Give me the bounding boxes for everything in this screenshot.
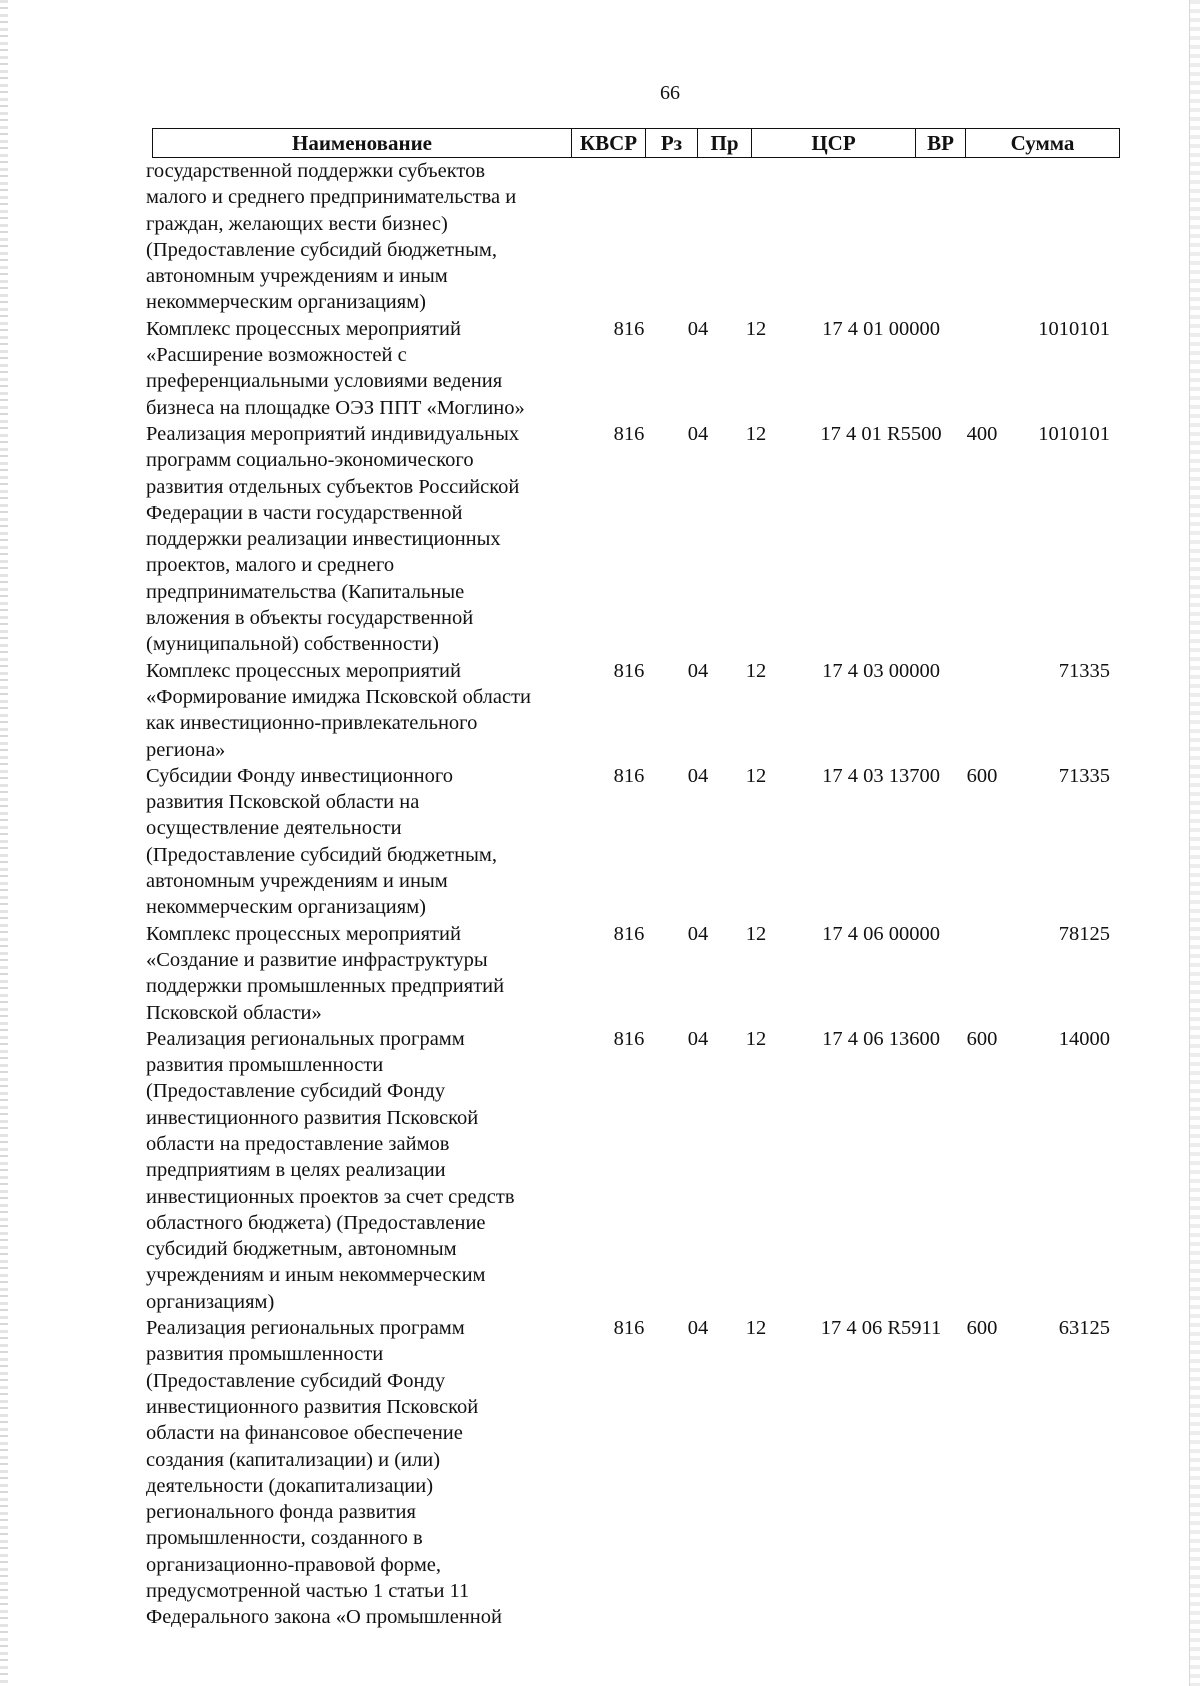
row-name-line: автономным учреждениям и иным [146, 265, 448, 288]
row-name-line: развития промышленности [146, 1343, 384, 1366]
row-name-line: предприятиям в целях реализации [146, 1159, 446, 1182]
row-rz: 04 [687, 1027, 709, 1050]
row-csr: 17 4 01 00000 [822, 317, 940, 340]
row-sum: 63125 [1058, 1317, 1110, 1340]
row-name-line: промышленности, созданного в [146, 1527, 423, 1550]
row-name [146, 921, 570, 1026]
row-name-line: (Предоставление субсидий бюджетным, [146, 238, 497, 261]
row-name-line: Реализация региональных программ [146, 1317, 465, 1340]
row-name-line: Псковской области» [146, 1001, 322, 1024]
row-name-line: деятельности (докапитализации) [146, 1474, 434, 1497]
table-row [146, 658, 1126, 763]
row-pr: 12 [745, 1317, 767, 1340]
row-csr: 17 4 03 13700 [822, 764, 940, 787]
row-name-line: региона» [146, 738, 226, 761]
header-name: Наименование [292, 130, 432, 155]
row-name [146, 763, 570, 921]
row-name [146, 1315, 570, 1631]
row-name-line: создания (капитализации) и (или) [146, 1448, 441, 1471]
row-name-line: Субсидии Фонду инвестиционного [146, 764, 454, 787]
table-row [146, 158, 1126, 316]
row-name-line: инвестиционного развития Псковской [146, 1106, 479, 1129]
table-body [146, 158, 1126, 1631]
row-name-line: поддержки промышленных предприятий [146, 975, 505, 998]
row-kvsr: 816 [613, 317, 645, 340]
row-name-line: Реализация региональных программ [146, 1027, 465, 1050]
row-name-line: предпринимательства (Капитальные [146, 580, 465, 603]
row-kvsr: 816 [613, 1027, 645, 1050]
row-name-line: развития промышленности [146, 1054, 384, 1077]
row-name-line: предусмотренной частью 1 статьи 11 [146, 1580, 470, 1603]
header-csr: ЦСР [751, 129, 915, 157]
row-name-line: Федерального закона «О промышленной [146, 1606, 502, 1629]
header-pr: Пр [697, 129, 751, 157]
row-vr: 600 [966, 1317, 998, 1340]
page-number: 66 [660, 82, 680, 104]
row-name [146, 158, 570, 316]
row-name-line: областного бюджета) (Предоставление [146, 1211, 486, 1234]
row-name-line: «Создание и развитие инфраструктуры [146, 948, 488, 971]
row-sum: 1010101 [1038, 422, 1110, 445]
row-rz: 04 [687, 764, 709, 787]
row-name-line: (Предоставление субсидий бюджетным, [146, 843, 497, 866]
row-name-line: государственной поддержки субъектов [146, 160, 486, 182]
row-name-line: некоммерческим организациям) [146, 896, 426, 919]
row-rz: 04 [687, 1317, 709, 1340]
row-name-line: как инвестиционно-привлекательного [146, 712, 478, 735]
row-pr: 12 [745, 1027, 767, 1050]
table-row [146, 763, 1126, 921]
row-name [146, 316, 570, 421]
row-name-line: организационно-правовой форме, [146, 1553, 442, 1576]
row-name-line: проектов, малого и среднего [146, 554, 395, 577]
row-name-line: (муниципальной) собственности) [146, 633, 439, 656]
row-name-line: Реализация мероприятий индивидуальных [146, 422, 520, 445]
row-pr: 12 [745, 659, 767, 682]
row-name [146, 658, 570, 763]
row-csr: 17 4 06 00000 [822, 922, 940, 945]
scan-edge-right [1189, 0, 1200, 1686]
table-row [146, 1315, 1126, 1631]
table-row [146, 316, 1126, 421]
row-name-line: Федерации в части государственной [146, 501, 463, 524]
row-sum: 14000 [1058, 1027, 1110, 1050]
row-pr: 12 [745, 764, 767, 787]
row-name-line: регионального фонда развития [146, 1501, 416, 1524]
row-name-line: Комплекс процессных мероприятий [146, 922, 461, 945]
row-name-line: (Предоставление субсидий Фонду [146, 1080, 446, 1103]
row-pr: 12 [745, 422, 767, 445]
row-pr: 12 [745, 317, 767, 340]
table-header [152, 128, 1120, 158]
row-name-line: граждан, желающих вести бизнес) [146, 212, 448, 235]
row-vr: 600 [966, 1027, 998, 1050]
row-sum: 71335 [1058, 764, 1110, 787]
scan-edge-left [0, 0, 8, 1686]
row-name-line: преференциальными условиями ведения [146, 370, 503, 393]
row-name-line: области на финансовое обеспечение [146, 1422, 463, 1445]
row-name-line: развития Псковской области на [146, 791, 420, 814]
row-name-line: инвестиционных проектов за счет средств [146, 1185, 515, 1208]
row-kvsr: 816 [613, 659, 645, 682]
row-name-line: «Формирование имиджа Псковской области [146, 685, 532, 708]
table-row [146, 421, 1126, 658]
row-csr: 17 4 03 00000 [822, 659, 940, 682]
row-name-line: некоммерческим организациям) [146, 291, 426, 314]
header-vr: ВР [915, 129, 965, 157]
row-csr: 17 4 06 R5911 [820, 1317, 942, 1340]
row-vr: 600 [966, 764, 998, 787]
row-sum: 71335 [1058, 659, 1110, 682]
row-kvsr: 816 [613, 1317, 645, 1340]
row-name-line: области на предоставление займов [146, 1132, 450, 1155]
row-kvsr: 816 [613, 922, 645, 945]
row-name-line: субсидий бюджетным, автономным [146, 1238, 457, 1261]
row-name-line: осуществление деятельности [146, 817, 402, 840]
row-name-line: бизнеса на площадке ОЭЗ ППТ «Моглино» [146, 396, 525, 419]
row-name-line: организациям) [146, 1290, 275, 1313]
row-pr: 12 [745, 922, 767, 945]
row-name-line: поддержки реализации инвестиционных [146, 528, 501, 551]
row-name-line: Комплекс процессных мероприятий [146, 659, 461, 682]
table-row [146, 1026, 1126, 1315]
header-sum: Сумма [965, 129, 1119, 157]
row-vr: 400 [966, 422, 998, 445]
row-kvsr: 816 [613, 422, 645, 445]
header-rz: Рз [645, 129, 697, 157]
row-rz: 04 [687, 659, 709, 682]
row-csr: 17 4 01 R5500 [820, 422, 942, 445]
row-kvsr: 816 [613, 764, 645, 787]
header-kvsr: КВСР [571, 129, 645, 157]
row-name [146, 421, 570, 658]
row-name-line: «Расширение возможностей с [146, 344, 407, 367]
row-name-line: программ социально-экономического [146, 449, 474, 472]
row-name-line: вложения в объекты государственной [146, 607, 474, 630]
row-name-line: (Предоставление субсидий Фонду [146, 1369, 446, 1392]
row-name-line: Комплекс процессных мероприятий [146, 317, 461, 340]
row-csr: 17 4 06 13600 [822, 1027, 940, 1050]
row-rz: 04 [687, 317, 709, 340]
row-sum: 78125 [1058, 922, 1110, 945]
row-rz: 04 [687, 922, 709, 945]
row-sum: 1010101 [1038, 317, 1110, 340]
row-name-line: малого и среднего предпринимательства и [146, 186, 517, 209]
row-name-line: развития отдельных субъектов Российской [146, 475, 520, 498]
row-name-line: инвестиционного развития Псковской [146, 1395, 479, 1418]
row-name-line: учреждениям и иным некоммерческим [146, 1264, 486, 1287]
row-name [146, 1026, 570, 1315]
table-row [146, 921, 1126, 1026]
row-rz: 04 [687, 422, 709, 445]
row-name-line: автономным учреждениям и иным [146, 870, 448, 893]
